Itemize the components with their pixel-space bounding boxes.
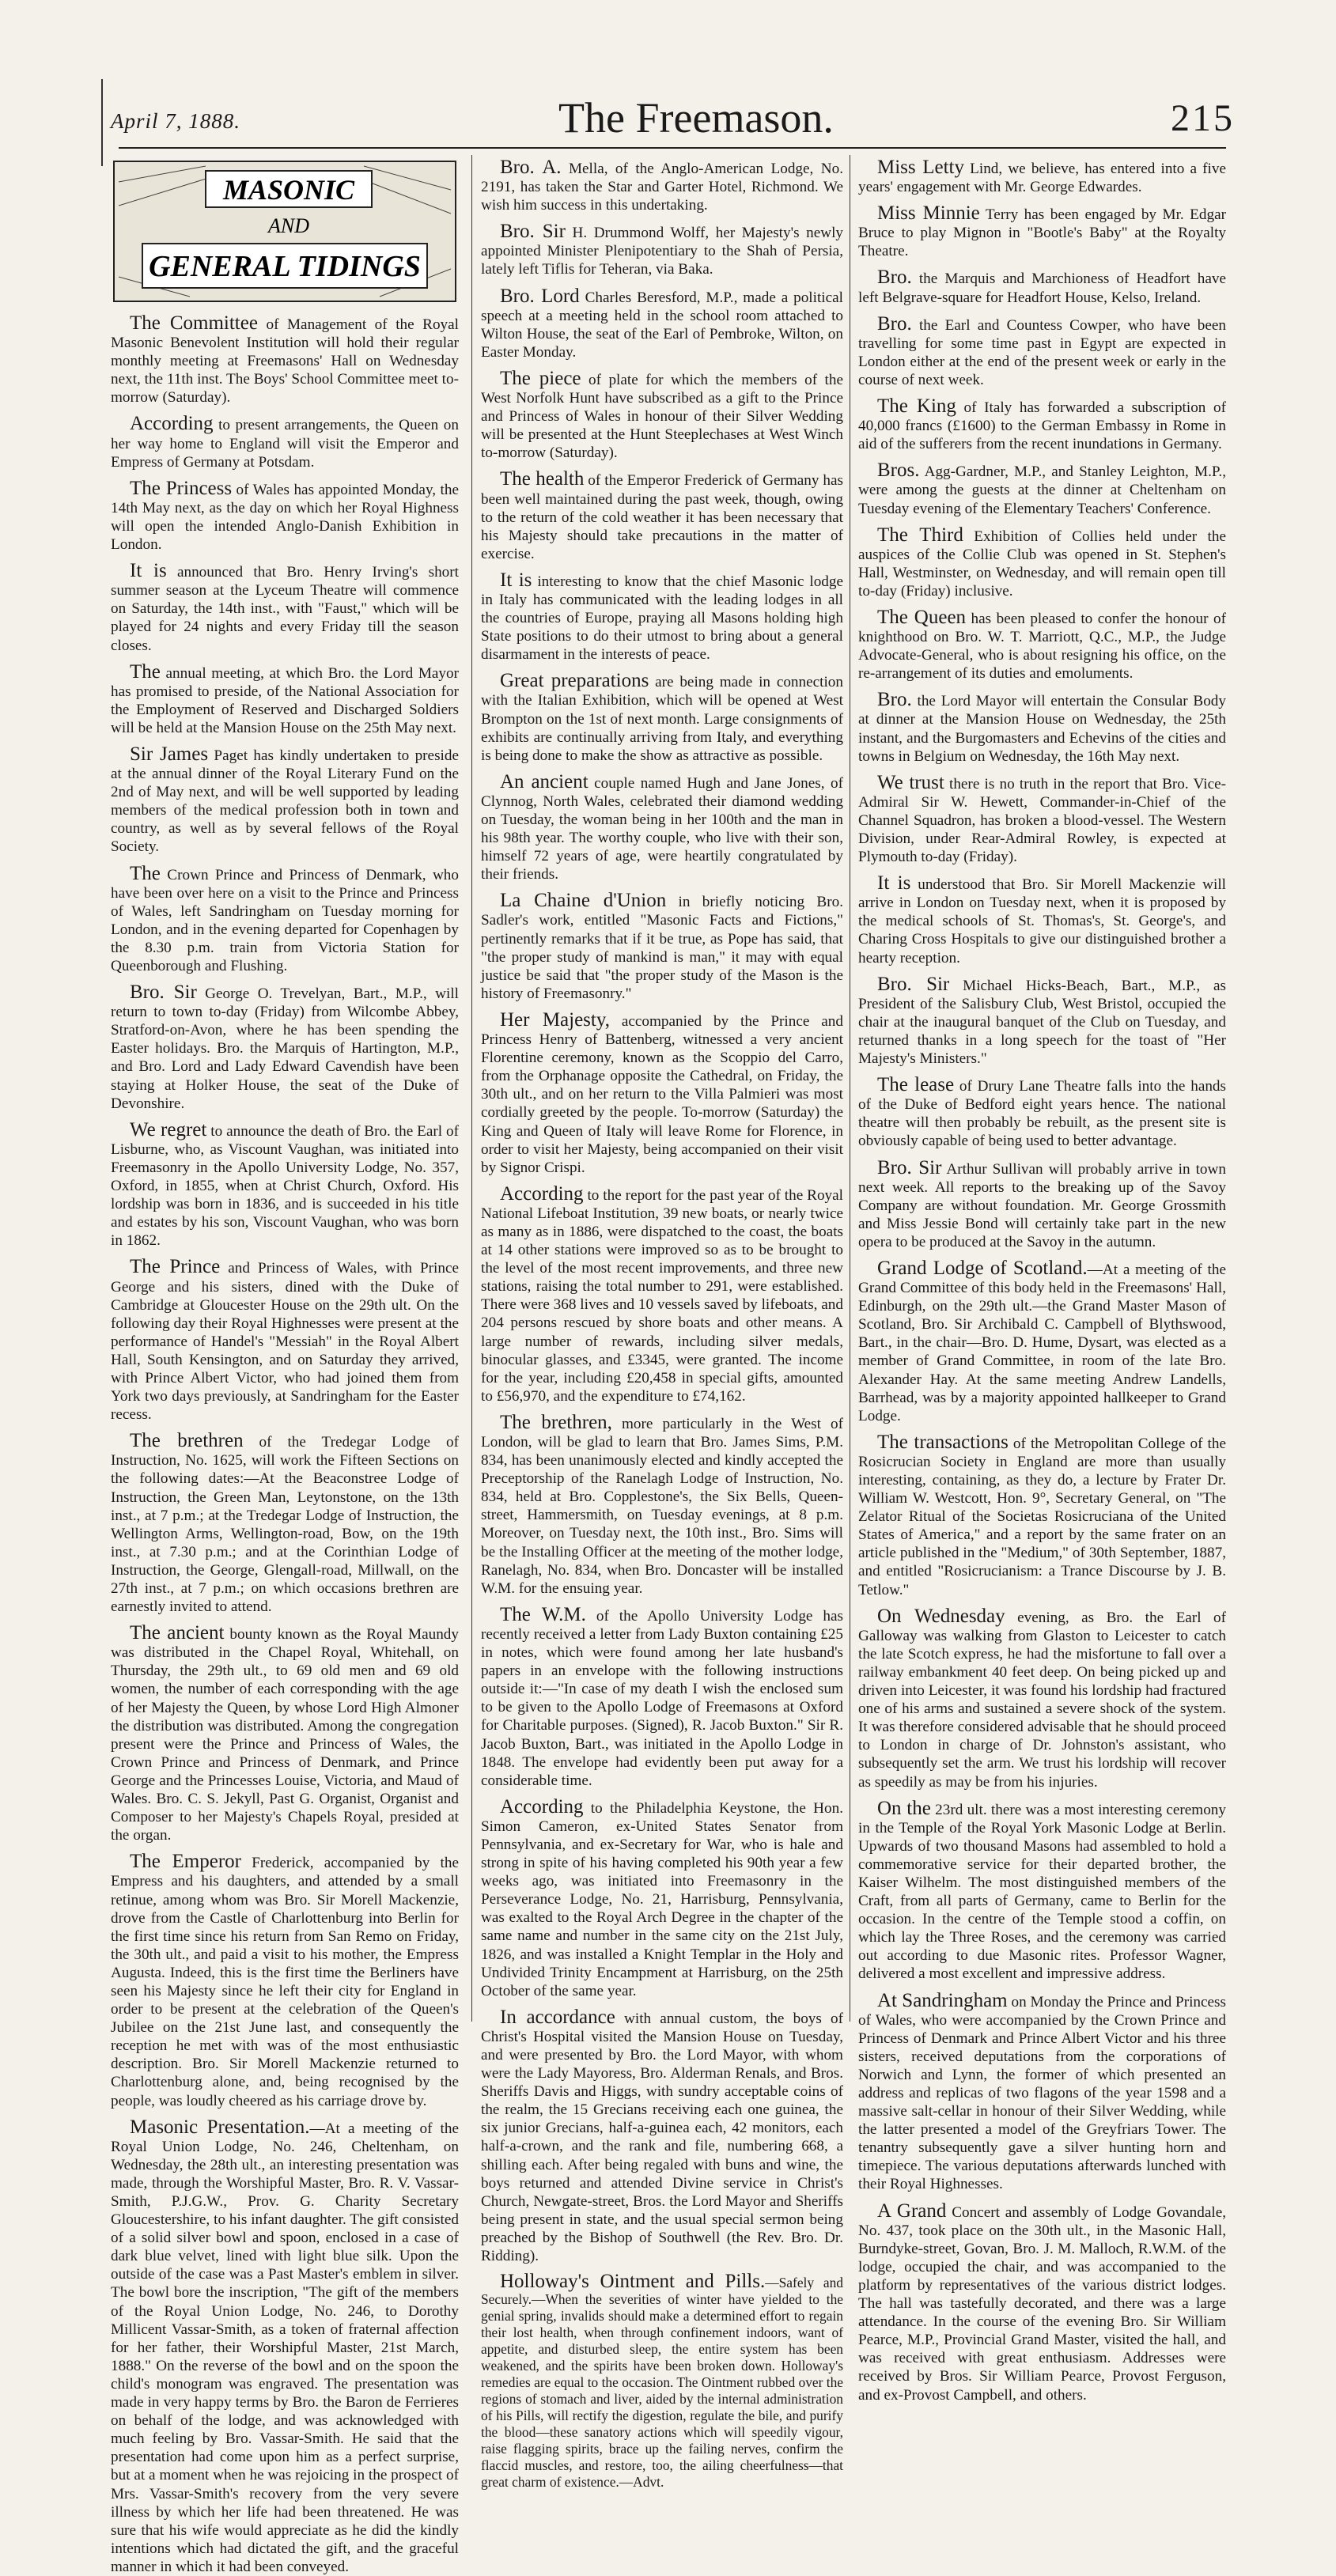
paragraph-body: Charles Beresford, M.P., made a political speech at a meeting held in the school room attached to Wilton House, the seat of the Earl of Pembroke, Wilton, on Easter Monday.: [481, 289, 843, 361]
paragraph-lead: The brethren: [130, 1430, 244, 1452]
paragraph-body: are being made in connection with the Italian Exhibition, which will be opened at West Brompton on the 1st of next month. Large consignments of exhibits are continually arriving from Italy, and everything is being done to make the show as attractive as possible.: [481, 674, 843, 764]
paragraph-lead: The Emperor: [130, 1851, 241, 1873]
article-paragraph: [111, 745, 459, 857]
article-paragraph: [858, 690, 1226, 765]
paragraph-body: of the Metropolitan College of the Rosicrucian Society in England are more than usually interesting, containing, as they do, a lecture by Frater Dr. William W. Westcott, Hon. 9°, Secretary General, on "The Zelator Ritual of the Societas Rosicruciana of the United States of America," and a report by the same frater on an article published in the "Medium," of 30th September, 1887, and entitled "Rosicrucianism: a Trance Discourse by J. B. Tetlow.": [858, 1435, 1226, 1598]
article-paragraph: [858, 975, 1226, 1068]
paragraph-lead: Holloway's Ointment and Pills.: [500, 2271, 766, 2293]
paragraph-body: the Lord Mayor will entertain the Consular Body at dinner at the Mansion House on Wednesday, the 25th instant, and the Burgomasters and Echevins of the cities and towns in Belgium on Wednesday, the 16th May next.: [858, 693, 1226, 765]
article-paragraph: [481, 891, 843, 1003]
paragraph-lead: The Prince: [130, 1256, 221, 1278]
paragraph-lead: The: [130, 660, 161, 683]
section-masthead: [111, 158, 459, 305]
paragraph-body: of Management of the Royal Masonic Benevolent Institution will hold their regular monthly meeting at Freemasons' Hall on Wednesday next, the 11th inst. The Boys' School Committee meet to-morrow (Saturday).: [111, 316, 459, 407]
article-paragraph: [858, 874, 1226, 966]
paragraph-lead: Bro.: [877, 267, 912, 289]
article-paragraph: [111, 479, 459, 554]
paragraph-lead: According: [130, 413, 214, 435]
masthead-line-2: AND: [268, 214, 309, 237]
paragraph-lead: According: [500, 1182, 584, 1205]
paragraph-lead: The Queen: [877, 606, 967, 628]
paragraph-lead: It is: [130, 560, 167, 582]
paragraph-lead: The piece: [500, 367, 581, 389]
paragraph-lead: Bro. Sir: [877, 1156, 942, 1178]
article-paragraph: [858, 1607, 1226, 1791]
paragraph-lead: Bro. Sir: [877, 973, 950, 995]
article-paragraph: [858, 1989, 1226, 2194]
paragraph-lead: Sir James: [130, 743, 209, 765]
paragraph-lead: The health: [500, 468, 585, 490]
paragraph-body: Arthur Sullivan will probably arrive in town next week. All reports to the breaking up of the Savoy Company are without foundation. Mr. George Grossmith and Miss Jessie Bond will certainly take part in the new opera to be produced at the Savoy in the autumn.: [858, 1160, 1226, 1250]
paragraph-body: Exhibition of Collies held under the auspices of the Collie Club was opened in St. Stephen's Hall, Westminster, on Wednesday, and will remain open till to-day (Friday) inclusive.: [858, 528, 1226, 600]
paragraph-body: Paget has kindly undertaken to preside at the annual dinner of the Royal Literary Fund on the 2nd of May next, and will be well supported by leading members of the medical profession both in town and country, as well as by several fellows of the Royal Society.: [111, 747, 459, 856]
article-paragraph: [481, 222, 843, 278]
article-paragraph: [858, 1259, 1226, 1425]
article-paragraph: [111, 414, 459, 471]
paragraph-body: 23rd ult. there was a most interesting ceremony in the Temple of the Royal York Masonic Lodge at Berlin. Upwards of two thousand Masons had assembled to hold a commemorative service for their departed brother, the Kaiser Wilhelm. The most distinguished members of the Craft, from all parts of Germany, came to Berlin for the occasion. In the centre of the Temple stood a coffin, on which lay the Three Roses, and the ceremony was carried out according to due Masonic rites. Professor Wagner, delivered a most excellent and impressive address.: [858, 1801, 1226, 1983]
article-paragraph: [858, 2202, 1226, 2404]
article-paragraph: [111, 1432, 459, 1616]
paragraph-lead: On Wednesday: [877, 1605, 1005, 1627]
article-paragraph: [858, 312, 1226, 389]
paragraph-body: more particularly in the West of London, will be glad to learn that Bro. James Sims, P.M. 834, has been unanimously elected and kindly accepted the Preceptorship of the Ranelagh Lodge of Instruction, No. 834, held at Bro. Copplestone's, the Six Bells, Queen-street, Hammersmith, on Tuesday evenings, at 8 p.m. Moreover, on Tuesday next, the 10th inst., Bro. Sims will be the Installing Officer at the meeting of the mother lodge, Ranelagh, No. 834, when Bro. Doncaster will be installed W.M. for the ensuing year.: [481, 1415, 844, 1597]
paragraph-body: to present arrangements, the Queen on her way home to England will visit the Emperor and Empress of Germany at Potsdam.: [111, 417, 459, 471]
paragraph-body: of the Emperor Frederick of Germany has been well maintained during the past week, though, owing to the return of the cold weather it has been necessary that his Majesty should take precautions in the matter of exercise.: [481, 472, 843, 562]
paragraph-body: of Wales has appointed Monday, the 14th May next, as the day on which her Royal Highness will open the intended Anglo-Danish Exhibition in London.: [111, 481, 459, 554]
article-paragraph: [858, 268, 1226, 306]
article-paragraph: [481, 1795, 843, 2000]
column-2-articles: [481, 158, 843, 2491]
paragraph-lead: Her Majesty,: [500, 1008, 610, 1031]
paragraph-lead: An ancient: [500, 770, 589, 792]
article-paragraph: [111, 1258, 459, 1424]
paragraph-body: and Princess of Wales, with Prince George and his sisters, dined with the Duke of Cambridge at Gloucester House on the 29th ult. On the following day their Royal Highnesses were present at the performance of Handel's "Messiah" in the Royal Albert Hall, South Kensington, and on Saturday they arrived, with Prince Albert Victor, who had joined them from York two days previously, at Sandringham for the Easter recess.: [111, 1260, 460, 1424]
paragraph-body: of the Tredegar Lodge of Instruction, No. 1625, will work the Fifteen Sections on the following dates:—At the Beaconstree Lodge of Instruction, the Green Man, Leytonstone, on the 13th inst., at 7 p.m.; at the Tredegar Lodge of Instruction, the Wellington Arms, Wellington-road, Bow, on the 19th inst., at 7.30 p.m.; and at the Corinthian Lodge of Instruction, the George, Glengall-road, Millwall, on the 27th inst., at 7 p.m.; on which occasions brethren are earnestly invited to attend.: [111, 1434, 460, 1616]
article-paragraph: [111, 983, 459, 1113]
paragraph-body: there is no truth in the report that Bro. Vice-Admiral Sir W. Hewett, Commander-in-Chief of the Channel Squadron, has broken a blood-vessel. The Western Division, under Rear-Admiral Rowley, is expected at Plymouth to-day (Friday).: [858, 775, 1226, 866]
paragraph-lead: At Sandringham: [877, 1989, 1008, 2011]
article-paragraph: [858, 771, 1226, 866]
paragraph-lead: The transactions: [877, 1431, 1009, 1453]
paragraph-body: —At a meeting of the Grand Committee of this body held in the Freemasons' Hall, Edinburgh, on the 29th ult.—the Grand Master Mason of Scotland, Bro. Sir Archibald C. Campbell of Blythswood, Bart., in the chair—Bro. D. Hume, Dysart, was elected as a member of Grand Committee, in room of the late Bro. Alexander Hay. At the same meeting Andrew Landells, Barrhead, was by a majority appointed hallkeeper to Grand Lodge.: [858, 1261, 1226, 1424]
article-paragraph: [858, 526, 1226, 600]
paragraph-body: to the report for the past year of the Royal National Lifeboat Institution, 39 new boats, or nearly twice as many as in 1886, were dispatched to the coast, the boats at 14 other stations were improved so as to be brought to the level of the most recent improvements, and three new stations, raising the total number to 291, were established. There were 368 lives and 10 vessels saved by lifeboats, and 204 persons rescued by shore boats and other means. A large number of rewards, including silver medals, binocular glasses, and £3345, were granted. The income for the year, including £20,458 in special gifts, amounted to £56,970, and the expenditure to £74,162.: [481, 1186, 843, 1405]
paragraph-lead: It is: [500, 569, 532, 591]
paragraph-body: Crown Prince and Princess of Denmark, who have been over here on a visit to the Prince and Princess of Wales, left Sandringham on Tuesday morning for London, and in the evening departed for Copenhagen by the 8.30 p.m. train from Victoria Station for Queenborough and Flushing.: [111, 866, 459, 974]
paragraph-lead: Masonic Presentation.: [130, 2116, 310, 2138]
paragraph-body: couple named Hugh and Jane Jones, of Clynnog, North Wales, celebrated their diamond wedding on Tuesday, the woman being in her 100th and the man in his 98th year. The worthy couple, who live with their son, himself 72 years of age, were heartily congratulated by their friends.: [481, 774, 843, 883]
article-paragraph: [481, 2273, 843, 2491]
paragraph-lead: The Committee: [130, 312, 258, 334]
column-3: [858, 157, 1227, 2404]
paragraph-body: to the Philadelphia Keystone, the Hon. Simon Cameron, ex-United States Senator from Pennsylvania, and ex-Secretary for War, who is hale and strong in spite of his having completed his 90th year a few weeks ago, was initiated into Freemasonry in the Perseverance Lodge, No. 21, Harrisburg, Pennsylvania, was exalted to the Royal Arch Degree in the chapter of the same name and number in the same city on the 21st July, 1826, and was installed a Knight Templar in the Holy and Undivided Trinity Encampment at Harrisburg, on the 25th October of the same year.: [481, 1799, 843, 1999]
paragraph-body: Terry has been engaged by Mr. Edgar Bruce to play Mignon in "Bootle's Baby" at the Royalty Theatre.: [858, 206, 1226, 260]
article-paragraph: [111, 562, 459, 654]
article-paragraph: [481, 770, 843, 884]
paragraph-body: Frederick, accompanied by the Empress and his daughters, and attended by a small retinue, among whom was Bro. Sir Morell Mackenzie, drove from the Castle of Charlottenburg into Berlin for the first time since his return from San Remo on Friday, the 30th ult., and paid a visit to his mother, the Empress Augusta. Indeed, this is the first time the Berliners have seen his Majesty since he left their city for England in order to be present at the celebration of the Queen's Jubilee on the 21st June last, and consequently the reception he met with was of the most enthusiastic description. Bro. Sir Morell Mackenzie returned to Charlottenburg alone, and, being recognised by the people, was loudly cheered as his carriage drove by.: [111, 1855, 459, 2109]
paragraph-lead: According: [500, 1795, 584, 1818]
column-1-articles: [111, 314, 459, 2576]
paragraph-lead: La Chaine d'Union: [500, 890, 667, 912]
paragraph-body: Concert and assembly of Lodge Govandale, No. 437, took place on the 30th ult., in the Masonic Hall, Burndyke-street, Govan, Bro. J. M. Malloch, R.W.M. of the lodge, occupied the chair, and was accompanied to the platform by representatives of the various district lodges. The hall was tastefully decorated, and there was a large attendance. In the course of the evening Bro. Sir William Pearce, M.P., Provincial Grand Master, visited the hall, and was received with great enthusiasm. Addresses were received by Bros. Sir William Pearce, Provost Ferguson, and ex-Provost Campbell, and others.: [858, 2203, 1227, 2404]
paragraph-lead: It is: [877, 872, 911, 895]
paragraph-body: understood that Bro. Sir Morell Mackenzie will arrive in London on Tuesday next, when it is proposed by the medical schools of St. Thomas's, St. George's, and Charing Cross Hospitals to give our distinguished brother a hearty reception.: [858, 876, 1226, 966]
paragraph-body: George O. Trevelyan, Bart., M.P., will return to town to-day (Friday) from Wilcombe Abbey, Stratford-on-Avon, where he has been spending the Easter holidays. Bro. the Marquis of Hartington, M.P., and Bro. Lord and Lady Edward Cavendish have been staying at Holker House, the seat of the Duke of Devonshire.: [111, 985, 459, 1112]
paragraph-lead: Grand Lodge of Scotland.: [877, 1257, 1088, 1279]
paragraph-body: the Earl and Countess Cowper, who have been travelling for some time past in Egypt are expected in London either at the end of the present week or early in the course of next week.: [858, 316, 1226, 388]
paragraph-body: of the Apollo University Lodge has recently received a letter from Lady Buxton containing £25 in notes, which were found among her late husband's papers in an envelope with the following instructions outside it:—"In case of my death I wish the enclosed sum to be given to the Apollo Lodge of Freemasons at Oxford for Charitable purposes. (Signed), R. Jacob Buxton." Sir R. Jacob Buxton, Bart., was initiated in the Apollo Lodge in 1848. The envelope had evidently been put away for a considerable time.: [481, 1607, 843, 1789]
article-paragraph: [858, 608, 1226, 683]
header-rule: [119, 147, 1226, 149]
paragraph-lead: The brethren,: [500, 1411, 612, 1433]
paragraph-body: interesting to know that the chief Masonic lodge in Italy has communicated with the leading lodges in all the countries of Europe, praying all Masons holding high State positions to do their utmost to bring about a general disarmament in the interests of peace.: [481, 573, 843, 664]
masthead-line-3: GENERAL TIDINGS: [149, 250, 421, 283]
paragraph-body: Agg-Gardner, M.P., and Stanley Leighton, M.P., were among the guests at the dinner at Cheltenham on Tuesday evening of the Elementary Teachers' Conference.: [858, 463, 1226, 517]
page-title: The Freemason.: [558, 94, 834, 142]
paragraph-lead: Bro. Sir: [130, 982, 197, 1004]
margin-line: [101, 79, 103, 166]
paragraph-lead: Bro. A.: [500, 157, 562, 178]
article-paragraph: [858, 158, 1226, 196]
paragraph-body: of Drury Lane Theatre falls into the hands of the Duke of Bedford eight years hence. The national theatre will then probably be rebuilt, as the present site is obviously capable of being used to better advantage.: [858, 1078, 1226, 1150]
column-2: [481, 157, 844, 2491]
paragraph-body: annual meeting, at which Bro. the Lord Mayor has promised to preside, of the National Association for the Employment of Reserved and Discharged Soldiers will be held at the Mansion House on the 25th May next.: [111, 664, 459, 736]
article-paragraph: [858, 1156, 1226, 1251]
paragraph-lead: Bro. Sir: [500, 221, 566, 243]
article-paragraph: [111, 660, 459, 737]
article-paragraph: [111, 2118, 459, 2576]
paragraph-body: Mella, of the Anglo-American Lodge, No. 2191, has taken the Star and Garter Hotel, Richmond. We wish him success in this undertaking.: [481, 161, 843, 214]
paragraph-lead: Great preparations: [500, 670, 649, 692]
paragraph-lead: The ancient: [130, 1622, 225, 1644]
paragraph-lead: Bro.: [877, 312, 912, 335]
paragraph-body: on Monday the Prince and Princess of Wales, who were accompanied by the Crown Prince and Princess of Denmark and Prince Albert Victor and his three sisters, received deputations from the corporations of Norwich and Lynn, the former of which presented an address and replicas of two flagons of the year 1598 and a massive salt-cellar in honour of their Silver Wedding, while the latter presented a model of the Greyfriars Tower. The tenantry subsequently gave a silver hunting horn and timepiece. The various deputations afterwards lunched with their Royal Highnesses.: [858, 1993, 1226, 2193]
article-paragraph: [858, 1799, 1226, 1984]
paragraph-lead: The lease: [877, 1074, 955, 1096]
article-paragraph: [481, 2008, 843, 2265]
paragraph-body: —Safely and Securely.—When the severities of winter have yielded to the genial spring, invalids should make a determined effort to regain their lost health, when through confinement indoors, want of appetite, and disturbed sleep, the entire system has been weakened, and the spirits have been broken down. Holloway's remedies are equal to the occasion. The Ointment rubbed over the regions of stomach and liver, aided by the internal administration of his Pills, will rectify the digestion, regulate the bile, and purify the blood—these sanatory actions which will speedily vigour, raise flagging spirits, brace up the failing nerves, confirm the flaccid muscles, and restore, too, the ailing cheerfulness—that great charm of existence.—Advt.: [481, 2275, 843, 2491]
paragraph-body: accompanied by the Prince and Princess Henry of Battenberg, witnessed a very ancient Florentine ceremony, known as the Scoppio del Carro, from the Orphanage opposite the Cathedral, on Friday, the 30th ult., and on her return to the Villa Palmieri was most cordially greeted by the people. To-morrow (Saturday) the King and Queen of Italy will leave Rome for Florence, in order to visit her Majesty, being accompanied on their visit by Signor Crispi.: [481, 1012, 843, 1176]
article-paragraph: [481, 1603, 843, 1790]
paragraph-body: the Marquis and Marchioness of Headfort have left Belgrave-square for Headfort House, Kelso, Ireland.: [858, 270, 1226, 306]
article-paragraph: [111, 864, 459, 976]
paragraph-body: of plate for which the members of the West Norfolk Hunt have subscribed as a gift to the Prince and Princess of Wales in honour of their Silver Wedding will be presented at the Hunt Steeplechases at West Winch to-morrow (Saturday).: [481, 371, 844, 462]
paragraph-lead: Bros.: [877, 460, 920, 482]
paragraph-lead: The: [130, 862, 161, 884]
paragraph-lead: Bro. Lord: [500, 285, 580, 307]
masthead-line-1: MASONIC: [222, 174, 355, 206]
paragraph-lead: Miss Minnie: [877, 202, 980, 225]
article-paragraph: [481, 1182, 843, 1405]
article-paragraph: [111, 1118, 459, 1250]
paragraph-lead: Miss Letty: [877, 157, 964, 178]
issue-date: April 7, 1888.: [111, 109, 241, 133]
paragraph-body: with annual custom, the boys of Christ's Hospital visited the Mansion House on Tuesday, and were presented by Bro. the Lord Mayor, with whom were the Lady Mayoress, Bro. Alderman Renals, and Bros. Sheriffs Davis and Higgs, with sundry acceptable coins of the realm, the 15 Grecians receiving each one guinea, the six junior Grecians, half-a-guinea each, 42 monitors, each half-a-crown, and the rank and file, numbering 668, a shilling each. After being regaled with buns and wine, the boys returned and attended Divine service in Christ's Church, Newgate-street, Bros. the Lord Mayor and Sheriffs being present in state, and the usual special sermon being preached by the Bishop of Southwell (the Rev. Bro. Dr. Ridding).: [481, 2010, 844, 2265]
article-paragraph: [481, 571, 843, 664]
column-rule: [471, 155, 472, 2022]
paragraph-lead: The Princess: [130, 477, 233, 499]
paragraph-body: bounty known as the Royal Maundy was distributed in the Chapel Royal, Whitehall, on Thursday, the 29th ult., to 69 old men and 69 old women, the number of each corresponding with the age of her Majesty the Queen, by whose Lord High Almoner the distribution was distributed. Among the congregation present were the Prince and Princess of Wales, the Crown Prince and Princess of Denmark, and Prince George and the Princesses Louise, Victoria, and Maud of Wales. Bro. C. S. Jekyll, Past G. Organist, Organist and Composer to her Majesty's Chapels Royal, presided at the organ.: [111, 1626, 459, 1844]
paragraph-body: Lind, we believe, has entered into a five years' engagement with Mr. George Edwardes.: [858, 161, 1226, 196]
paragraph-lead: A Grand: [877, 2200, 947, 2222]
paragraph-lead: We trust: [877, 771, 944, 793]
paragraph-lead: We regret: [130, 1118, 207, 1140]
paragraph-lead: In accordance: [500, 2006, 615, 2028]
paragraph-lead: Bro.: [877, 689, 912, 711]
article-paragraph: [481, 671, 843, 764]
article-paragraph: [858, 397, 1226, 453]
article-paragraph: [481, 369, 843, 462]
article-paragraph: [481, 1413, 843, 1598]
column-3-articles: [858, 158, 1226, 2404]
article-paragraph: [111, 1624, 459, 1844]
article-paragraph: [858, 1433, 1226, 1599]
paragraph-body: in briefly noticing Bro. Sadler's work, entitled "Masonic Facts and Fictions," pertinently remarks that if it be true, as Pope has said, that "the proper study of mankind is man," it may with equal justice be said that "the proper study of the Mason is the history of Freemasonry.": [481, 894, 843, 1002]
paragraph-body: H. Drummond Wolff, her Majesty's newly appointed Minister Plenipotentiary to the Shah of Persia, lately left Tiflis for Teheran, via Baka.: [481, 225, 843, 278]
article-paragraph: [111, 1852, 459, 2109]
article-paragraph: [858, 204, 1226, 260]
article-paragraph: [481, 470, 843, 562]
article-paragraph: [858, 461, 1226, 517]
paragraph-body: has been pleased to confer the honour of knighthood on Bro. W. T. Marriott, Q.C., M.P., the Judge Advocate-General, who is about resigning his office, on the re-arrangement of its duties and emoluments.: [858, 610, 1226, 683]
paragraph-lead: The W.M.: [500, 1603, 586, 1625]
article-paragraph: [858, 1076, 1226, 1150]
paragraph-body: evening, as Bro. the Earl of Galloway was walking from Glaston to Leicester to catch the late Scotch express, he had the misfortune to fall over a railway embankment 40 feet deep. On being picked up and driven into Leicester, it was found his lordship had fractured one of his arms and sustained a severe shock of the system. It was therefore considered advisable that he should proceed to London in charge of Dr. Johnston's assistant, who subsequently set the arm. We trust his lordship will recover as speedily as may be from his injuries.: [858, 1609, 1227, 1791]
paragraph-body: announced that Bro. Henry Irving's short summer season at the Lyceum Theatre will commence on Saturday, the 14th inst., with "Faust," which will be played for 24 nights and every Friday till the season closes.: [111, 564, 459, 654]
article-paragraph: [481, 287, 843, 361]
paragraph-lead: On the: [877, 1797, 931, 1819]
paragraph-lead: The Third: [877, 524, 963, 546]
paragraph-body: —At a meeting of the Royal Union Lodge, No. 246, Cheltenham, on Wednesday, the 28th ult., an interesting presentation was made, through the Worshipful Master, Bro. R. V. Vassar-Smith, P.J.G.W., Prov. G. Charity Secretary Gloucestershire, to his infant daughter. The gift consisted of a solid silver bowl and spoon, enclosed in a case of dark blue velvet, lined with light blue silk. Upon the outside of the case was a Past Master's emblem in silver. The bowl bore the inscription, "The gift of the members of the Royal Union Lodge, No. 246, to Dorothy Millicent Vassar-Smith, as a token of fraternal affection for her father, their Worshipful Master, 21st March, 1888." On the reverse of the bowl and on the spoon the child's monogram was engraved. The presentation was made in very happy terms by Bro. the Baron de Ferrieres on behalf of the lodge, and was acknowledged with much feeling by Bro. Vassar-Smith. He said that the presentation had come upon him as a perfect surprise, but at a moment when he was rejoicing in the prospect of Mrs. Vassar-Smith's recovery from the very severe illness by which her life had been threatened. He was sure that his wife would appreciate as he did the kindly intentions which had dictated the gift, and the graceful manner in which it had been conveyed.: [111, 2120, 459, 2575]
article-paragraph: [481, 1008, 843, 1177]
page-number: 215: [1171, 97, 1235, 139]
paragraph-body: Michael Hicks-Beach, Bart., M.P., as President of the Salisbury Club, West Bristol, occupied the chair at the inaugural banquet of the Club on Tuesday, and returned thanks in a long speech for the toast of "Her Majesty's Ministers.": [858, 977, 1226, 1068]
paragraph-lead: The King: [877, 395, 956, 418]
paragraph-body: to announce the death of Bro. the Earl of Lisburne, who, as Viscount Vaughan, was initiated into Freemasonry in the Apollo University Lodge, No. 357, Oxford, in 1855, when at Christ Church, Oxford. His lordship was born in 1836, and is succeeded in his title and estates by his son, Viscount Vaughan, who was born in 1862.: [111, 1122, 459, 1250]
paragraph-body: of Italy has forwarded a subscription of 40,000 francs (£1600) to the German Embassy in Rome in aid of the sufferers from the recent inundations in Germany.: [858, 399, 1226, 453]
article-paragraph: [111, 314, 459, 407]
column-1: [111, 158, 460, 2575]
article-paragraph: [481, 158, 843, 214]
